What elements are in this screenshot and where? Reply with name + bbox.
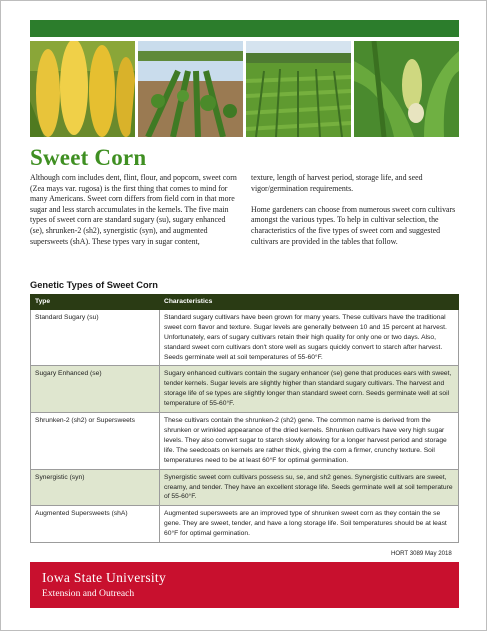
table-row [31, 506, 459, 543]
corn-plant-closeup-photo [354, 41, 459, 137]
characteristics-cell: Standard sugary cultivars have been grown for many years. These cultivars have the traditional sweet corn flavor and texture. Sugar levels are generally between 10 and 15 percent at harvest. Unfortunately, ears of sugary cultivars retain their high quality for only one or two days. Also, standard sweet corn cultivars don't store well as sugars quickly convert to starch after harvest. Seeds germinate well at soil temperatures of 55-60°F. [160, 309, 459, 366]
characteristics-cell: Sugary enhanced cultivars contain the sugary enhancer (se) gene that produces ears with sweet, tender kernels. Sugar levels are slightly higher than standard sugary cultivars. The harvest and storage life of se types are slightly longer than standard sweet corn. Seeds germinate well at soil temperature of 55-60°F. [160, 366, 459, 413]
extension-unit-label: Extension and Outreach [42, 588, 135, 599]
table-row [31, 413, 459, 470]
footer-banner [30, 562, 459, 608]
column-header-characteristics: Characteristics [160, 295, 459, 310]
header-green-bar [30, 20, 459, 37]
corn-ears-photo [30, 41, 135, 137]
type-cell: Augmented Supersweets (shA) [31, 506, 160, 543]
genetic-types-table [30, 294, 459, 543]
characteristics-cell: Synergistic sweet corn cultivars possess su, se, and sh2 genes. Synergistic cultivars are sweet, creamy, and tender. They have an excellent storage life. Seeds germinate well at soil temperature of 55-60°F. [160, 469, 459, 506]
corn-field-rows-photo [138, 41, 243, 137]
intro-paragraph: texture, length of harvest period, storage life, and seed vigor/germination requirements. [251, 173, 423, 193]
characteristics-cell: Augmented supersweets are an improved type of shrunken sweet corn as they contain the se gene. They are sweet, tender, and have a long storage life. Soil temperatures should be at least 60°F for optimal germination. [160, 506, 459, 543]
corn-field-wide-photo [246, 41, 351, 137]
intro-right-column [251, 173, 459, 258]
photo-strip [30, 41, 459, 137]
type-cell: Sugary Enhanced (se) [31, 366, 160, 413]
characteristics-cell: These cultivars contain the shrunken-2 (sh2) gene. The common name is derived from the shrunken or wrinkled appearance of the dried kernels. Shrunken cultivars have very high sugar levels. They also convert sugar to starch slowly allowing for a longer harvest period and storage life. The seedcoats on kernels are rather thick, giving the corn a firmer, crunchy texture. Soil temperatures need to be at least 60°F for optimal germination. [160, 413, 459, 470]
type-cell: Shrunken-2 (sh2) or Supersweets [31, 413, 160, 470]
intro-left-column [30, 173, 239, 258]
table-row [31, 366, 459, 413]
table-header-row [31, 295, 459, 310]
university-wordmark: Iowa State University [42, 570, 167, 585]
table-row [31, 309, 459, 366]
type-cell: Synergistic (syn) [31, 469, 160, 506]
column-header-type: Type [31, 295, 160, 310]
table-row [31, 469, 459, 506]
type-cell: Standard Sugary (su) [31, 309, 160, 366]
intro-paragraph: Although corn includes dent, flint, flour, and popcorn, sweet corn (Zea mays var. rugosa) is the first thing that comes to mind for many Americans. Sweet corn differs from field corn in that more sugar and less starch accumulates in the kernels. The five main types of sweet corn are standard sugary (su), sugary enhanced (se), shrunken-2 (sh2), synergistic (syn), and augmented supersweets (shA). These types vary in sugar content, [30, 173, 237, 246]
publication-number: HORT 3089 May 2018 [391, 550, 452, 557]
document-title: Sweet Corn [30, 145, 147, 170]
intro-paragraph: Home gardeners can choose from numerous sweet corn cultivars amongst the various types. To help in cultivar selection, the characteristics of the five types of sweet corn and suggested cultivars are provided in the tables that follow. [251, 204, 456, 246]
section-heading: Genetic Types of Sweet Corn [30, 280, 158, 290]
